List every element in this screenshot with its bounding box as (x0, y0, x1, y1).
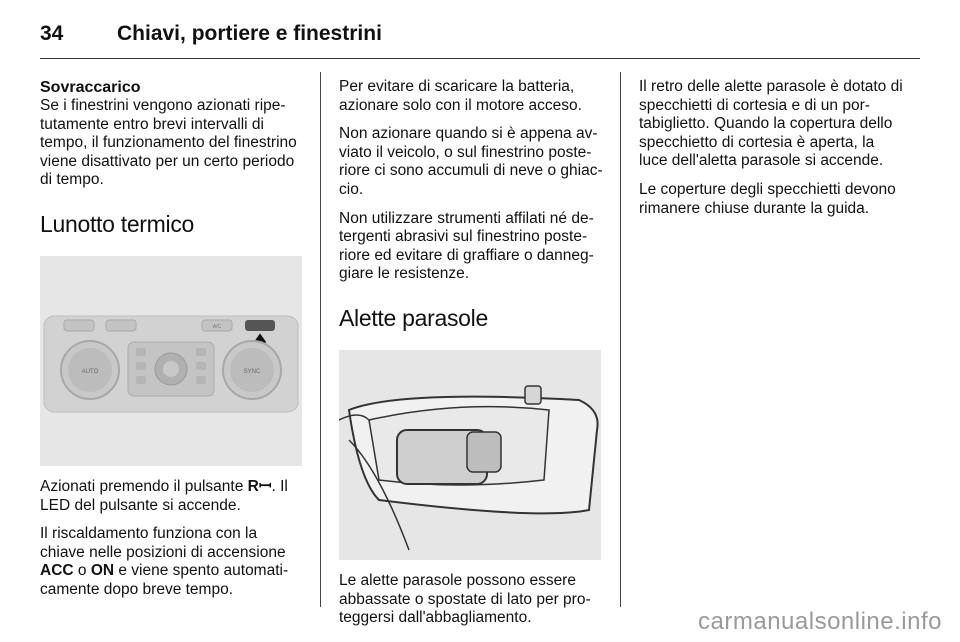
column-3 (639, 78, 905, 228)
knob-sync-label: SYNC (243, 368, 261, 375)
column-1 (40, 78, 306, 610)
cover-text: Le coperture degli specchietti devono rimanere chiuse durante la guida. (639, 180, 896, 217)
battery-text: Per evitare di scaricare la batteria, azionare solo con il motore acceso. (339, 78, 582, 114)
acc-label: ACC (40, 562, 74, 580)
overload-text: Se i finestrini vengono azionati ripetutamente entro brevi intervalli di tempo, il funzionamento del finestrino viene disattivato per un certo periodo di tempo. (40, 97, 297, 189)
on-label: ON (90, 562, 115, 580)
header-rule (40, 58, 920, 59)
mirror-text: Il retro delle alette parasole è dotato di specchietti di cortesia e di un portabiglietto. Quando la copertura dello specchietto di cortesia è aperta, la luce dell'aletta parasole si accende. (639, 78, 903, 170)
climate-panel-illustration (40, 256, 302, 466)
watermark: carmanualsonline.info (698, 608, 942, 635)
ac-button-label: A/C (212, 323, 222, 330)
visors-heading: Alette parasole (339, 304, 488, 331)
column-divider-2 (620, 72, 621, 607)
page-title: Chiavi, portiere e finestrini (117, 22, 382, 45)
rear-defrost-symbol: Rꟷ (247, 477, 272, 495)
column-divider-1 (320, 72, 321, 607)
snow-text: Non azionare quando si è appena avviato il veicolo, o sul finestrino posteriore ci sono accumuli di neve o ghiaccio. (339, 125, 603, 198)
press-button-text: Azionati premendo il pulsante Rꟷ. Il LED del pulsante si accende. (40, 477, 288, 514)
overload-heading: Sovraccarico (40, 79, 141, 96)
heating-text: Il riscaldamento funziona con la chiave nelle posizioni di accensione ACC o ON e viene spento automaticamente dopo breve tempo. (40, 525, 289, 598)
page-header (40, 18, 920, 58)
sun-visor-illustration (339, 350, 601, 560)
page-number: 34 (40, 22, 64, 45)
sun-visor-figure (339, 350, 601, 560)
tools-text: Non utilizzare strumenti affilati né detergenti abrasivi sul finestrino posteriore ed evitare di graffiare o danneggiare le resistenze. (339, 209, 594, 283)
climate-control-figure (40, 256, 302, 466)
rear-window-heading: Lunotto termico (40, 210, 195, 237)
knob-auto-label: AUTO (81, 368, 99, 375)
column-2 (339, 78, 605, 638)
visors-text: Le alette parasole possono essere abbassate o spostate di lato per proteggersi dall'abbagliamento. (339, 571, 591, 627)
